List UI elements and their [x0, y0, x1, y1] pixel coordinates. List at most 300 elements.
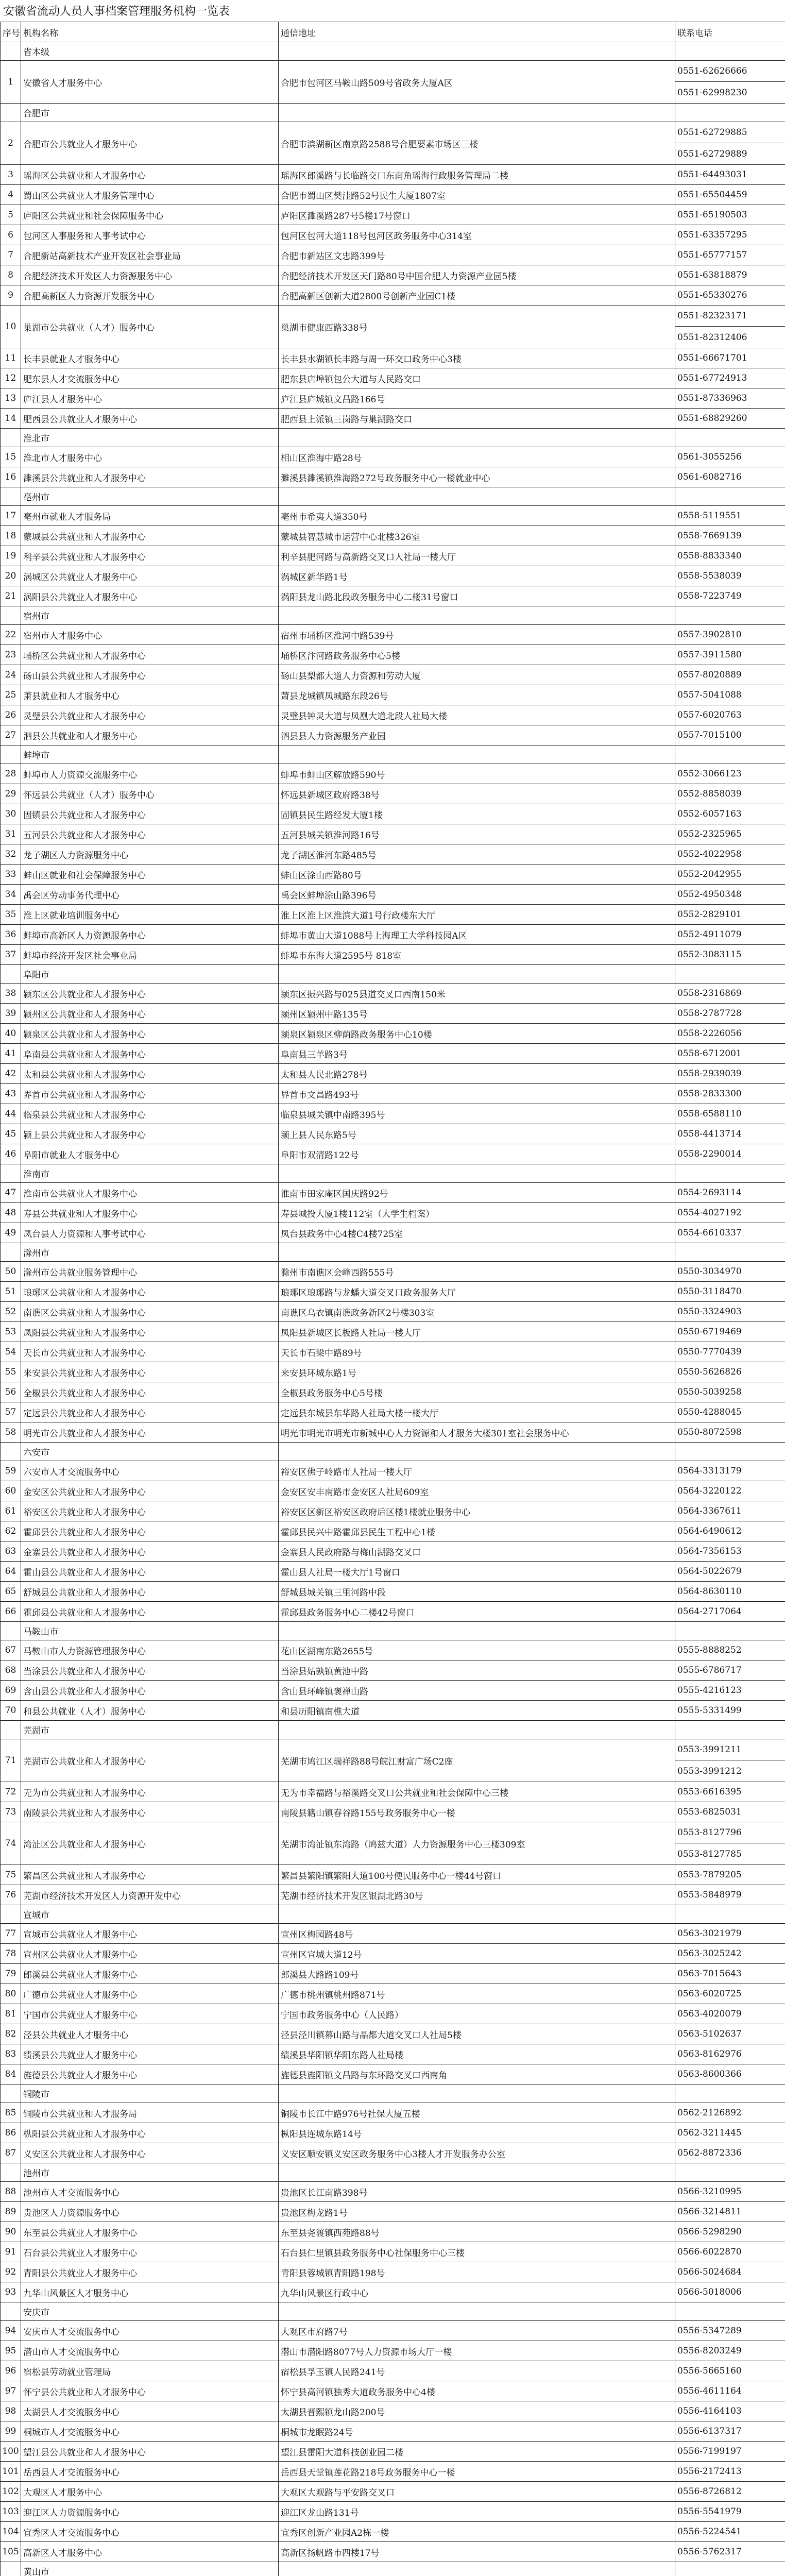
phone-number: 0563-4020079 — [677, 2009, 742, 2019]
phone-number: 0558-2833300 — [677, 1089, 742, 1099]
section-row — [1, 1164, 785, 1183]
agency-phone-cell — [675, 1739, 785, 1782]
row-number: 6 — [1, 225, 21, 245]
section-spacer — [1, 104, 21, 122]
agency-phone-cell — [675, 1521, 785, 1541]
phone-number: 0552-3083115 — [677, 950, 742, 960]
section-spacer — [1, 2302, 21, 2321]
section-address-empty — [279, 965, 675, 984]
row-number: 82 — [1, 2024, 21, 2044]
phone-number: 0552-4911079 — [677, 929, 742, 940]
phone-number: 0566-5024684 — [677, 2267, 742, 2277]
agency-name: 龙子湖区人力资源服务中心 — [21, 844, 279, 865]
agency-phone-cell — [675, 1924, 785, 1944]
section-phone-empty — [675, 965, 785, 984]
agency-name: 琅琊区公共就业和人才服务中心 — [21, 1282, 279, 1302]
agency-address: 含山县环峰镇褒禅山路 — [279, 1681, 675, 1701]
section-address-empty — [279, 745, 675, 764]
phone-number: 0551-63818879 — [677, 270, 747, 280]
agency-name: 霍邱县公共就业和人才服务中心 — [21, 1602, 279, 1622]
table-row — [1, 1084, 785, 1104]
table-row — [1, 1602, 785, 1622]
agency-name: 泾县公共就业人才服务中心 — [21, 2024, 279, 2044]
agency-name: 宣州区公共就业人才服务中心 — [21, 1944, 279, 1964]
agency-address: 来安县环城东路1号 — [279, 1362, 675, 1382]
agency-address: 涡城区新华路1号 — [279, 566, 675, 586]
table-row — [1, 685, 785, 705]
row-number: 8 — [1, 265, 21, 285]
agency-phone-cell — [675, 1223, 785, 1243]
agency-phone-cell — [675, 804, 785, 824]
agency-address: 宿松县孚玉镇人民路241号 — [279, 2361, 675, 2381]
agency-name: 芜湖市经济技术开发区人力资源开发中心 — [21, 1885, 279, 1905]
agency-address: 芜湖市鸠江区瑞祥路88号皖江财富广场C2座 — [279, 1739, 675, 1782]
row-number: 64 — [1, 1562, 21, 1582]
agency-phone-cell — [675, 784, 785, 804]
agency-address: 定远县东城县东华路人社局大楼一楼大厅 — [279, 1402, 675, 1422]
agency-phone-cell — [675, 467, 785, 487]
table-row — [1, 225, 785, 245]
table-row — [1, 1422, 785, 1443]
table-row — [1, 447, 785, 467]
agency-phone-cell — [675, 1104, 785, 1124]
agency-phone-cell — [675, 2182, 785, 2202]
agency-name: 六安市人才交流服务中心 — [21, 1461, 279, 1481]
agency-phone-cell — [675, 2282, 785, 2302]
phone-number: 0563-3021979 — [677, 1928, 742, 1939]
section-address-empty — [279, 2302, 675, 2321]
section-spacer — [1, 429, 21, 447]
agency-name: 当涂县公共就业和人才服务中心 — [21, 1660, 279, 1681]
agency-address: 灵璧县钟灵大道与凤凰大道北段人社局大楼 — [279, 705, 675, 725]
phone-number: 0553-8127796 — [675, 1822, 785, 1843]
table-row — [1, 865, 785, 885]
agency-phone-cell — [675, 2202, 785, 2222]
agency-address: 繁昌县繁阳镇繁阳大道100号便民服务中心一楼44号窗口 — [279, 1865, 675, 1885]
section-row — [1, 1622, 785, 1640]
section-address-empty — [279, 1164, 675, 1183]
agency-phone-cell — [675, 984, 785, 1004]
section-name: 蚌埠市 — [21, 745, 279, 764]
table-row — [1, 285, 785, 306]
agency-address: 太和县人民北路278号 — [279, 1064, 675, 1084]
agency-name: 濉溪县公共就业和人才服务中心 — [21, 467, 279, 487]
table-row — [1, 586, 785, 606]
agency-name: 迎江区人力资源服务中心 — [21, 2502, 279, 2522]
section-spacer — [1, 2084, 21, 2103]
phone-number: 0552-3066123 — [677, 769, 742, 779]
agency-name: 泗县公共就业和人才服务中心 — [21, 725, 279, 745]
agency-phone-cell — [675, 1183, 785, 1203]
agency-name: 利辛县公共就业和人才服务中心 — [21, 546, 279, 566]
agency-phone-cell — [675, 1044, 785, 1064]
header-name: 机构名称 — [21, 22, 279, 42]
phone-number: 0556-8203249 — [677, 2346, 742, 2356]
agency-phone-cell — [675, 2024, 785, 2044]
agency-phone-cell — [675, 1282, 785, 1302]
section-name: 阜阳市 — [21, 965, 279, 984]
agency-name: 禹会区劳动事务代理中心 — [21, 885, 279, 905]
agency-phone-cell — [675, 905, 785, 925]
phone-number: 0553-7879205 — [677, 1870, 742, 1880]
row-number: 95 — [1, 2341, 21, 2361]
table-row — [1, 61, 785, 104]
section-address-empty — [279, 1905, 675, 1924]
agency-name: 旌德县公共就业人才服务中心 — [21, 2064, 279, 2084]
agency-phone-cell — [675, 844, 785, 865]
section-address-empty — [279, 606, 675, 625]
agency-address: 义安区顺安镇义安区政务服务中心3楼人才开发服务办公室 — [279, 2143, 675, 2163]
agency-phone-cell — [675, 1701, 785, 1721]
agency-phone-cell — [675, 885, 785, 905]
agency-phone-cell — [675, 1362, 785, 1382]
agency-name: 合肥市公共就业人才服务中心 — [21, 122, 279, 165]
section-row — [1, 487, 785, 506]
agency-phone-cell — [675, 2222, 785, 2242]
row-number: 2 — [1, 122, 21, 165]
table-row — [1, 2542, 785, 2562]
section-spacer — [1, 1164, 21, 1183]
agency-phone-cell — [675, 1602, 785, 1622]
table-row — [1, 2482, 785, 2502]
row-number: 86 — [1, 2123, 21, 2143]
phone-number: 0557-3902810 — [677, 630, 742, 640]
section-name: 滁州市 — [21, 1243, 279, 1262]
phone-number: 0550-5039258 — [677, 1387, 742, 1397]
agency-name: 临泉县公共就业和人才服务中心 — [21, 1104, 279, 1124]
phone-number: 0551-65504459 — [677, 190, 747, 200]
row-number: 87 — [1, 2143, 21, 2163]
agency-address: 蚌埠市黄山大道1088号上海理工大学科技园A区 — [279, 925, 675, 945]
table-row — [1, 665, 785, 685]
agency-address: 天长市石梁中路89号 — [279, 1342, 675, 1362]
agency-address: 淮上区淮上区淮滨大道1号行政楼东大厅 — [279, 905, 675, 925]
section-spacer — [1, 487, 21, 506]
agency-name: 安徽省人才服务中心 — [21, 61, 279, 104]
row-number: 40 — [1, 1024, 21, 1044]
phone-number: 0564-7356153 — [677, 1546, 742, 1556]
agency-address: 长丰县水湖镇长丰路与周一环交口政务中心3楼 — [279, 348, 675, 368]
agency-name: 蒙城县公共就业和人才服务中心 — [21, 526, 279, 546]
phone-number: 0564-3367611 — [677, 1506, 742, 1516]
agency-name: 宿松县劳动就业管理局 — [21, 2361, 279, 2381]
agency-phone-cell — [675, 1342, 785, 1362]
agency-phone-cell — [675, 348, 785, 368]
phone-number: 0557-6020763 — [677, 710, 742, 720]
table-row — [1, 1064, 785, 1084]
phone-number: 0551-62729885 — [675, 122, 785, 143]
phone-number: 0558-5538039 — [677, 571, 742, 581]
phone-number: 0556-6137317 — [677, 2426, 742, 2436]
agency-address: 颍泉区颍泉区柳荫路政务服务中心10楼 — [279, 1024, 675, 1044]
row-number: 66 — [1, 1602, 21, 1622]
phone-number: 0566-5018006 — [677, 2287, 742, 2297]
agency-address: 花山区湖南东路2655号 — [279, 1640, 675, 1660]
row-number: 38 — [1, 984, 21, 1004]
header-phone: 联系电话 — [675, 22, 785, 42]
agency-name: 明光市公共就业和人才服务中心 — [21, 1422, 279, 1443]
table-row — [1, 245, 785, 265]
row-number: 9 — [1, 285, 21, 306]
phone-number: 0556-7199197 — [677, 2446, 742, 2456]
row-number: 44 — [1, 1104, 21, 1124]
section-name: 淮北市 — [21, 429, 279, 447]
section-name: 亳州市 — [21, 487, 279, 506]
section-row — [1, 429, 785, 447]
agency-name: 淮上区就业培训服务中心 — [21, 905, 279, 925]
phone-number: 0563-6020725 — [677, 1989, 742, 1999]
phone-number: 0553-6616395 — [677, 1787, 742, 1797]
table-row — [1, 1964, 785, 1984]
agency-phone-cell — [675, 2522, 785, 2542]
section-phone-empty — [675, 1905, 785, 1924]
section-phone-empty — [675, 606, 785, 625]
agency-name: 亳州市就业人才服务局 — [21, 506, 279, 526]
table-row — [1, 2064, 785, 2084]
phone-number: 0558-8833340 — [677, 551, 742, 561]
agency-phone-cell — [675, 1322, 785, 1342]
section-phone-empty — [675, 1243, 785, 1262]
table-row — [1, 1144, 785, 1164]
agency-name: 合肥新站高新技术产业开发区社会事业局 — [21, 245, 279, 265]
table-row — [1, 2222, 785, 2242]
agency-address: 明光市明光市明光市新城中心人力资源和人才服务大楼301室社会服务中心 — [279, 1422, 675, 1443]
agency-address: 舒城县城关镇三里河路中段 — [279, 1582, 675, 1602]
row-number: 48 — [1, 1203, 21, 1223]
agency-address: 庐阳区濉溪路287号5楼17号窗口 — [279, 205, 675, 225]
phone-number: 0551-65777157 — [677, 250, 747, 260]
agency-name: 和县公共就业（人才）服务中心 — [21, 1701, 279, 1721]
agency-name: 包河区人事服务和人事考试中心 — [21, 225, 279, 245]
phone-number: 0562-3211445 — [677, 2128, 742, 2138]
agency-address: 肥西县上派镇三岗路与巢湖路交口 — [279, 409, 675, 429]
section-spacer — [1, 2163, 21, 2182]
agency-phone-cell — [675, 185, 785, 205]
phone-number: 0551-65190503 — [677, 210, 747, 220]
agency-address: 潜山市潜阳路8077号人力资源市场大厅一楼 — [279, 2341, 675, 2361]
row-number: 20 — [1, 566, 21, 586]
agency-phone-cell — [675, 1541, 785, 1562]
row-number: 12 — [1, 368, 21, 388]
table-row — [1, 2123, 785, 2143]
table-row — [1, 165, 785, 185]
row-number: 43 — [1, 1084, 21, 1104]
agency-phone-cell — [675, 1382, 785, 1402]
section-phone-empty — [675, 487, 785, 506]
agency-name: 肥西县公共就业人才服务中心 — [21, 409, 279, 429]
agency-phone-cell — [675, 1944, 785, 1964]
agency-name: 岳西县人才交流服务中心 — [21, 2462, 279, 2482]
agency-name: 灵璧县公共就业和人才服务中心 — [21, 705, 279, 725]
row-number: 13 — [1, 388, 21, 409]
agency-address: 禹会区蚌埠涂山路396号 — [279, 885, 675, 905]
agency-address: 迎江区龙山路131号 — [279, 2502, 675, 2522]
table-row — [1, 265, 785, 285]
section-address-empty — [279, 487, 675, 506]
phone-number: 0554-6610337 — [677, 1228, 742, 1238]
row-number: 74 — [1, 1822, 21, 1865]
agency-name: 蚌埠市人力资源交流服务中心 — [21, 764, 279, 784]
agency-phone-cell — [675, 566, 785, 586]
phone-number: 0556-5347289 — [677, 2326, 742, 2336]
agency-phone-cell — [675, 1422, 785, 1443]
table-row — [1, 804, 785, 824]
table-row — [1, 1004, 785, 1024]
section-row — [1, 104, 785, 122]
phone-number: 0550-3118470 — [677, 1286, 742, 1297]
phone-number: 0552-2829101 — [677, 909, 742, 920]
agency-name: 南陵县公共就业和人才服务中心 — [21, 1802, 279, 1822]
table-row — [1, 2182, 785, 2202]
agency-name: 宿州市人才服务中心 — [21, 625, 279, 645]
agency-name: 繁昌区公共就业和人才服务中心 — [21, 1865, 279, 1885]
agency-address: 埇桥区汴河路政务服务中心5楼 — [279, 645, 675, 665]
agency-address: 淮南市田家庵区国庆路92号 — [279, 1183, 675, 1203]
phone-number: 0552-4022958 — [677, 849, 742, 859]
agency-address: 龙子湖区淮河东路485号 — [279, 844, 675, 865]
agency-address: 蚌埠市蚌山区解放路590号 — [279, 764, 675, 784]
row-number: 37 — [1, 945, 21, 965]
table-row — [1, 2262, 785, 2282]
section-spacer — [1, 1721, 21, 1739]
agency-name: 滁州市公共就业服务管理中心 — [21, 1262, 279, 1282]
row-number: 92 — [1, 2262, 21, 2282]
agency-phone-cell — [675, 1562, 785, 1582]
phone-number: 0556-5224541 — [677, 2527, 742, 2537]
agency-phone-cell — [675, 526, 785, 546]
row-number: 94 — [1, 2321, 21, 2341]
agency-name: 宜秀区人才交流服务中心 — [21, 2522, 279, 2542]
phone-number: 0555-4216123 — [677, 1685, 742, 1696]
row-number: 88 — [1, 2182, 21, 2202]
section-name: 池州市 — [21, 2163, 279, 2182]
table-header-row — [1, 22, 785, 42]
section-row — [1, 1443, 785, 1461]
agency-phone-cell — [675, 1660, 785, 1681]
table-row — [1, 1582, 785, 1602]
phone-number: 0553-3991212 — [677, 1766, 742, 1776]
phone-number: 0562-8872336 — [677, 2148, 742, 2158]
agency-address: 大观区大观路与平安路交叉口 — [279, 2482, 675, 2502]
phone-number: 0552-4950348 — [677, 889, 742, 900]
section-address-empty — [279, 1243, 675, 1262]
phone-number: 0558-2290014 — [677, 1149, 742, 1159]
section-name: 安庆市 — [21, 2302, 279, 2321]
phone-number: 0558-2787728 — [677, 1008, 742, 1019]
agency-address: 凤阳县新城区长板路人社局一楼大厅 — [279, 1322, 675, 1342]
table-row — [1, 725, 785, 745]
row-number: 50 — [1, 1262, 21, 1282]
agency-address: 贵池区梅龙路1号 — [279, 2202, 675, 2222]
row-number: 52 — [1, 1302, 21, 1322]
table-row — [1, 824, 785, 844]
agency-address: 芜湖市湾沚镇东湾路（鸠兹大道）人力资源服务中心三楼309室 — [279, 1822, 675, 1865]
row-number: 76 — [1, 1885, 21, 1905]
table-row — [1, 546, 785, 566]
row-number: 14 — [1, 409, 21, 429]
row-number: 31 — [1, 824, 21, 844]
row-number: 1 — [1, 61, 21, 104]
table-row — [1, 1782, 785, 1802]
phone-number: 0556-4164103 — [677, 2406, 742, 2416]
phone-number: 0554-2693114 — [677, 1188, 742, 1198]
section-name: 合肥市 — [21, 104, 279, 122]
section-row — [1, 1905, 785, 1924]
agency-name: 含山县公共就业和人才服务中心 — [21, 1681, 279, 1701]
document-title: 安徽省流动人员人事档案管理服务机构一览表 — [3, 5, 230, 18]
row-number: 27 — [1, 725, 21, 745]
table-row — [1, 1342, 785, 1362]
table-row — [1, 905, 785, 925]
agency-phone-cell — [675, 122, 785, 165]
agency-name: 绩溪县公共就业人才服务中心 — [21, 2044, 279, 2064]
phone-number: 0551-62998230 — [677, 87, 747, 98]
table-row — [1, 122, 785, 165]
row-number: 10 — [1, 306, 21, 348]
agency-phone-cell — [675, 1461, 785, 1481]
agency-phone-cell — [675, 705, 785, 725]
phone-number: 0553-6825031 — [677, 1807, 742, 1817]
agency-address: 岳西县天堂镇莲花路218号政务服务中心一楼 — [279, 2462, 675, 2482]
section-name: 芜湖市 — [21, 1721, 279, 1739]
phone-number: 0553-3991211 — [675, 1739, 785, 1760]
agency-address: 石台县仁里镇县政务服务中心社保服务中心三楼 — [279, 2242, 675, 2262]
row-number: 21 — [1, 586, 21, 606]
phone-number: 0563-8600366 — [677, 2069, 742, 2079]
table-row — [1, 566, 785, 586]
agency-phone-cell — [675, 61, 785, 104]
agency-name: 金寨县公共就业和人才服务中心 — [21, 1541, 279, 1562]
agency-phone-cell — [675, 1640, 785, 1660]
agency-address: 芜湖市经济技术开发区银湖北路30号 — [279, 1885, 675, 1905]
section-phone-empty — [675, 104, 785, 122]
table-row — [1, 1802, 785, 1822]
table-row — [1, 2282, 785, 2302]
agency-phone-cell — [675, 368, 785, 388]
agency-phone-cell — [675, 1064, 785, 1084]
table-row — [1, 2341, 785, 2361]
agency-address: 瑶海区郎溪路与长临路交口东南角瑶海行政服务管理局二楼 — [279, 165, 675, 185]
agency-address: 五河县城关镇淮河路16号 — [279, 824, 675, 844]
section-row — [1, 2562, 785, 2576]
section-spacer — [1, 1905, 21, 1924]
section-address-empty — [279, 2084, 675, 2103]
agency-address: 濉溪县濉溪镇淮海路272号政务服务中心一楼就业中心 — [279, 467, 675, 487]
agency-name: 芜湖市公共就业和人才服务中心 — [21, 1739, 279, 1782]
table-row — [1, 205, 785, 225]
row-number: 49 — [1, 1223, 21, 1243]
agency-address: 临泉县城关镇中南路395号 — [279, 1104, 675, 1124]
row-number: 69 — [1, 1681, 21, 1701]
phone-number: 0556-5762317 — [677, 2547, 742, 2557]
table-row — [1, 1701, 785, 1721]
phone-number: 0551-65330276 — [677, 290, 747, 300]
row-number: 23 — [1, 645, 21, 665]
row-number: 18 — [1, 526, 21, 546]
section-row — [1, 2084, 785, 2103]
row-number: 46 — [1, 1144, 21, 1164]
row-number: 77 — [1, 1924, 21, 1944]
table-row — [1, 1223, 785, 1243]
table-row — [1, 1183, 785, 1203]
table-row — [1, 1865, 785, 1885]
row-number: 35 — [1, 905, 21, 925]
table-row — [1, 2502, 785, 2522]
agency-phone-cell — [675, 506, 785, 526]
row-number: 89 — [1, 2202, 21, 2222]
section-row — [1, 606, 785, 625]
row-number: 71 — [1, 1739, 21, 1782]
